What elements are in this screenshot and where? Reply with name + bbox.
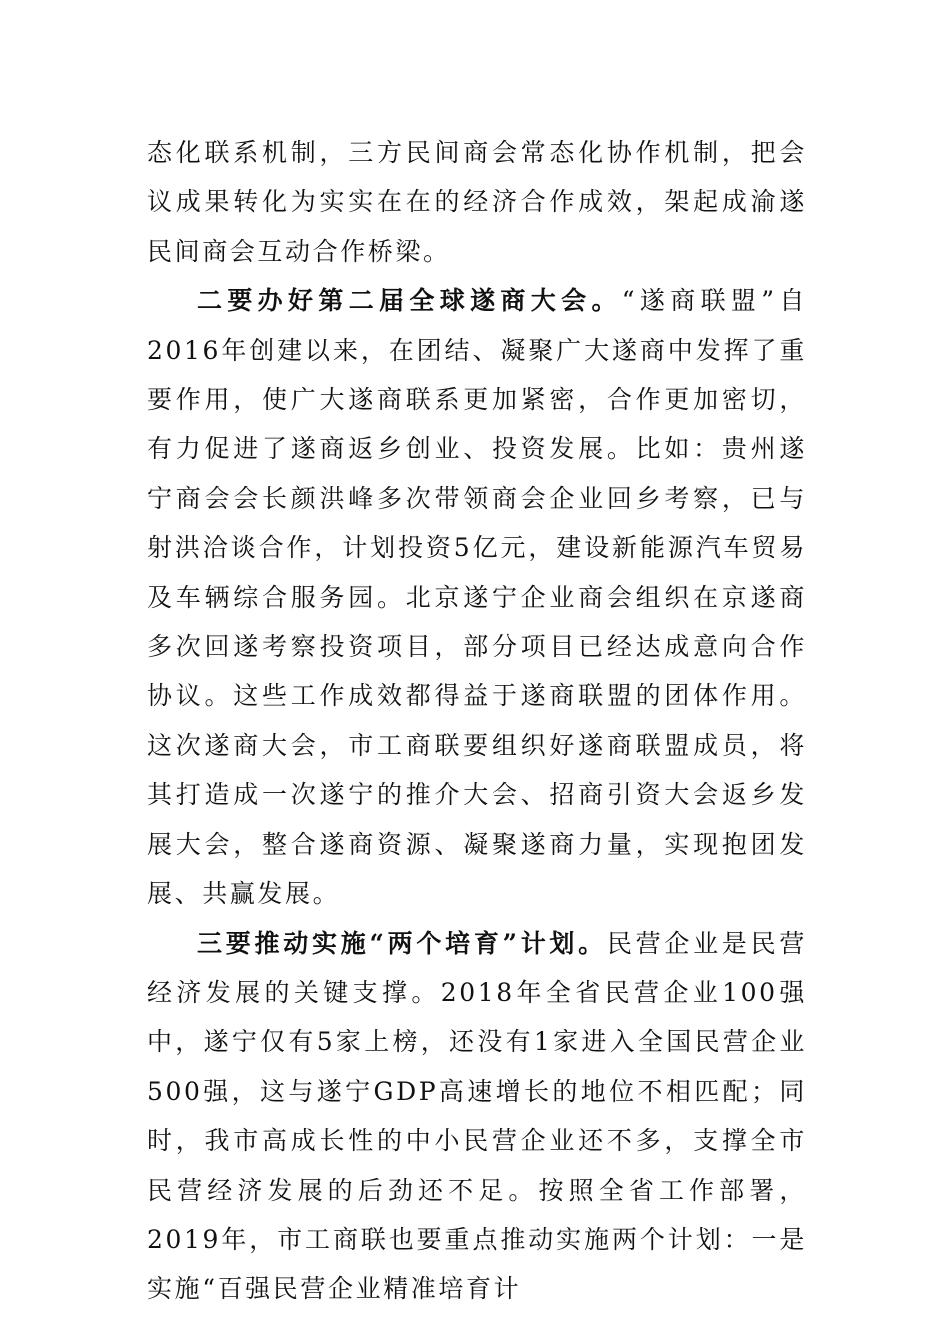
document-body [147, 128, 807, 1314]
paragraph-text: 态化联系机制，三方民间商会常态化协作机制，把会议成果转化为实实在在的经济合作成效，架起成渝遂民间商会互动合作桥梁。 [147, 138, 807, 266]
paragraph-text: “遂商联盟”自2016年创建以来，在团结、凝聚广大遂商中发挥了重要作用，使广大遂商联系更加紧密，合作更加密切，有力促进了遂商返乡创业、投资发展。比如：贵州遂宁商会会长颜洪峰多次带领商会企业回乡考察，已与射洪洽谈合作，计划投资5亿元，建设新能源汽车贸易及车辆综合服务园。北京遂宁企业商会组织在京遂商多次回遂考察投资项目，部分项目已经达成意向合作协议。这些工作成效都得益于遂商联盟的团体作用。这次遂商大会，市工商联要组织好遂商联盟成员，将其打造成一次遂宁的推介大会、招商引资大会返乡发展大会，整合遂商资源、凝聚遂商力量，实现抱团发展、共赢发展。 [147, 286, 807, 909]
paragraph-continuation [147, 128, 807, 276]
paragraph-suishang-conference [147, 276, 807, 918]
paragraph-lead-heading: 二要办好第二届全球遂商大会。 [197, 286, 622, 316]
paragraph-two-cultivation-plans [147, 919, 807, 1314]
paragraph-lead-heading: 三要推动实施“两个培育”计划。 [197, 928, 607, 958]
paragraph-text: 民营企业是民营经济发展的关键支撑。2018年全省民营企业100强中，遂宁仅有5家上榜，还没有1家进入全国民营企业500强，这与遂宁GDP高速增长的地位不相匹配；同时，我市高成长性的中小民营企业还不多，支撑全市民营经济发展的后劲还不足。按照全省工作部署，2019年，市工商联也要重点推动实施两个计划：一是实施“百强民营企业精准培育计 [147, 928, 808, 1304]
